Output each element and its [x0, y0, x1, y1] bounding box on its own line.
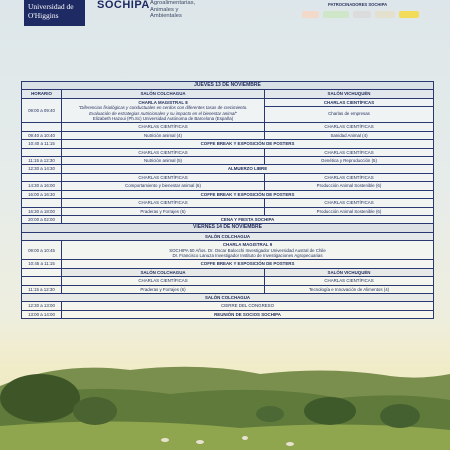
sochipa-subtitle: [150, 0, 195, 20]
table-row: [22, 199, 433, 207]
session-text: Nutrición animal (5): [62, 157, 265, 164]
session-text: Comportamiento y bienestar animal (6): [62, 182, 265, 189]
session-text: Producción Animal Sostenible (6): [316, 208, 382, 214]
session-title: CHARLAS CIENTÍFICAS: [324, 278, 374, 284]
break-label: COFFE BREAK Y EXPOSICIÓN DE POSTERS: [200, 191, 295, 197]
session-title: CHARLAS CIENTÍFICAS: [62, 149, 265, 156]
time-slot: 14:30 a 16:00: [22, 182, 62, 189]
session-speaker: Dr. Francisco Lanuza Investigador Instituto de Investigaciones Agropecuarias: [172, 252, 323, 258]
sponsors-title: PATROCINADORES SOCHIPA: [328, 2, 388, 7]
table-row: [22, 269, 433, 277]
session-text: "Diferencias fisiológicas y conductuales en cerdos con diferentes tasas de crecimiento.: [78, 105, 248, 111]
time-slot: 12:30 a 14:30: [22, 165, 62, 172]
sponsor-logos: [302, 11, 419, 18]
column-header-vichuquen: SALÓN VICHUQUÉN: [265, 90, 433, 97]
break-label: COFFE BREAK Y EXPOSICIÓN DE POSTERS: [200, 261, 295, 267]
session-title: CHARLAS CIENTÍFICAS: [324, 149, 374, 155]
session-text: Producción Animal Sostenible (6): [316, 183, 382, 189]
session-text: Evaluación de estrategias nutricionales y su impacto en el bienestar animal": [89, 110, 237, 116]
session-title: CHARLAS CIENTÍFICAS: [324, 124, 374, 130]
sochipa-subtitle-line: Ambientales: [150, 13, 182, 19]
session-title: CHARLA MAGISTRAL 9: [222, 242, 273, 248]
day-title: JUEVES 13 DE NOVIEMBRE: [22, 82, 433, 89]
lunch-label: ALMUERZO LIBRE: [227, 166, 268, 172]
salon-header: SALÓN VICHUQUÉN: [265, 269, 433, 276]
table-row: [22, 140, 433, 148]
time-slot: 10:45 a 11:15: [22, 260, 62, 267]
time-slot: 09:00 a 09:40: [22, 99, 62, 123]
session-title: CHARLAS CIENTÍFICAS: [265, 99, 433, 107]
university-logo: [24, 0, 85, 26]
session-text: Charlas de empresas: [328, 111, 370, 117]
table-row: [22, 277, 433, 285]
session-text: Nutrición animal (4): [62, 132, 265, 139]
column-header-time: HORARIO: [22, 90, 62, 97]
session-speaker: Elizabeth Hazoui (Ph.Sc) Universidad Autónoma de Barcelona (España): [92, 116, 234, 122]
table-row: [22, 208, 433, 216]
session-title: CHARLAS CIENTÍFICAS: [62, 199, 265, 206]
time-slot: 11:15 a 12:30: [22, 157, 62, 164]
sponsor-logo: [353, 11, 371, 18]
table-row: [22, 157, 433, 165]
time-slot: 11:15 a 12:30: [22, 286, 62, 293]
session-title: CHARLAS CIENTÍFICAS: [62, 277, 265, 284]
session-text: Tecnología e Innovación de Alimentos (4): [308, 286, 390, 292]
column-header-colchagua: SALÓN COLCHAGUA: [62, 90, 265, 97]
session-vichuquen: [265, 99, 433, 123]
schedule-table: [21, 81, 434, 319]
table-row: [22, 123, 433, 131]
salon-header: SALÓN COLCHAGUA: [62, 269, 265, 276]
time-slot: 10:40 a 11:15: [22, 140, 62, 147]
table-row: [22, 132, 433, 140]
session-text: Praderas y Forrajes (6): [62, 208, 265, 215]
salon-header: SALÓN COLCHAGUA: [22, 233, 433, 240]
session-text: Genética y Reproducción (5): [321, 158, 377, 164]
table-row: [22, 241, 433, 260]
dinner-label: CENA Y FIESTA SOCHIPA: [220, 216, 275, 222]
table-row: [22, 191, 433, 199]
sponsor-logo: [302, 11, 319, 18]
session-text: Sanidad Animal (4): [330, 132, 368, 138]
session-title: CHARLAS CIENTÍFICAS: [62, 174, 265, 181]
time-slot: 20:00 a 02:00: [22, 216, 62, 223]
sponsor-logo: [323, 11, 349, 18]
sponsor-logo: [399, 11, 419, 18]
day-title: VIERNES 14 DE NOVIEMBRE: [22, 224, 433, 231]
session-speaker: SOCHIPA 50 Años. Dr. Oscar Balocchi Investigador Universidad Austral de Chile: [169, 247, 326, 253]
break-label: COFFE BREAK Y EXPOSICIÓN DE POSTERS: [200, 141, 295, 147]
time-slot: 09:00 a 10:45: [22, 241, 62, 259]
landscape-illustration: [0, 356, 450, 450]
table-row: [22, 216, 433, 224]
table-row: [22, 99, 433, 124]
table-row: [22, 260, 433, 268]
sochipa-subtitle-line: Animales y: [150, 6, 179, 13]
table-row: [22, 149, 433, 157]
session-title: CHARLAS CIENTÍFICAS: [324, 200, 374, 206]
session-title: CHARLA MAGISTRAL 8: [138, 99, 188, 105]
time-slot: 16:00 a 16:30: [22, 191, 62, 198]
session-title: CHARLAS CIENTÍFICAS: [62, 123, 265, 130]
session-title: CHARLAS CIENTÍFICAS: [324, 174, 374, 180]
time-slot: 13:00 a 14:00: [22, 311, 62, 318]
table-row: [22, 182, 433, 190]
salon-header: SALÓN COLCHAGUA: [22, 294, 433, 301]
closing-label: CIERRE DEL CONGRESO: [220, 303, 275, 309]
meeting-label: REUNIÓN DE SOCIOS SOCHIPA: [214, 311, 281, 317]
time-slot: 12:30 a 13:00: [22, 302, 62, 309]
session-magistral: [62, 241, 433, 259]
table-row: [22, 165, 433, 173]
sochipa-logo: SOCHIPA: [97, 0, 150, 11]
time-slot: 16:30 a 18:00: [22, 208, 62, 215]
sponsor-logo: [375, 11, 395, 18]
table-row: [22, 174, 433, 182]
header: [0, 0, 450, 34]
university-name: Universidad de O'Higgins: [28, 2, 74, 20]
sochipa-subtitle-line: Agroalimentarias,: [150, 0, 196, 6]
session-magistral: [62, 99, 265, 123]
time-slot: 09:40 a 10:40: [22, 132, 62, 139]
table-row: [22, 311, 433, 318]
table-row: [22, 302, 433, 310]
table-row: [22, 286, 433, 294]
session-text: Praderas y Forrajes (6): [62, 286, 265, 293]
